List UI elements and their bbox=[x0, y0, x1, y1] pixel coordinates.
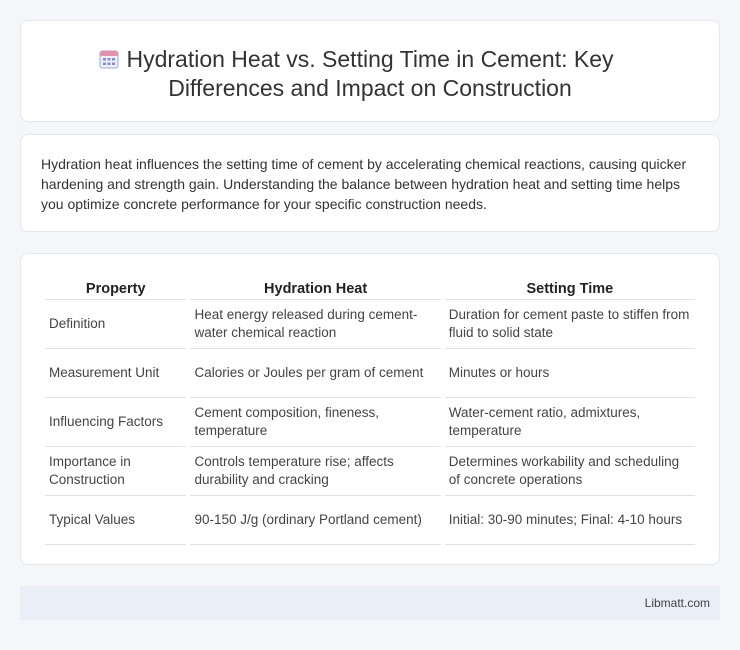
column-header-hydration-heat: Hydration Heat bbox=[190, 274, 440, 300]
cell-hydration-heat: Cement composition, fineness, temperature bbox=[190, 398, 440, 447]
cell-hydration-heat: Controls temperature rise; affects durability and cracking bbox=[190, 447, 440, 496]
cell-property: Measurement Unit bbox=[45, 349, 186, 398]
cell-setting-time: Duration for cement paste to stiffen from fluid to solid state bbox=[445, 300, 695, 349]
cell-hydration-heat: Calories or Joules per gram of cement bbox=[190, 349, 440, 398]
table-row bbox=[45, 300, 695, 349]
title-card bbox=[20, 20, 720, 122]
footer bbox=[20, 586, 720, 620]
cell-setting-time: Initial: 30-90 minutes; Final: 4-10 hours bbox=[445, 496, 695, 545]
page-title bbox=[21, 45, 719, 103]
table-row bbox=[45, 447, 695, 496]
column-header-setting-time: Setting Time bbox=[445, 274, 695, 300]
cell-property: Typical Values bbox=[45, 496, 186, 545]
table-row bbox=[45, 349, 695, 398]
table-row bbox=[45, 496, 695, 545]
footer-brand-link[interactable]: Libmatt.com bbox=[644, 596, 710, 610]
cell-setting-time: Water-cement ratio, admixtures, temperature bbox=[445, 398, 695, 447]
cell-setting-time: Minutes or hours bbox=[445, 349, 695, 398]
intro-paragraph: Hydration heat influences the setting time of cement by accelerating chemical reactions, causing quicker hardening and strength gain. Understanding the balance between hydration heat and setting time helps you optimize concrete performance for your specific construction needs. bbox=[41, 156, 687, 212]
cell-setting-time: Determines workability and scheduling of concrete operations bbox=[445, 447, 695, 496]
cell-hydration-heat: Heat energy released during cement-water chemical reaction bbox=[190, 300, 440, 349]
intro-card bbox=[20, 134, 720, 232]
table-header-row bbox=[45, 274, 695, 300]
page-title-line-1: Hydration Heat vs. Setting Time in Cement: Key bbox=[126, 46, 614, 72]
page-title-line-2: Differences and Impact on Construction bbox=[168, 75, 572, 101]
comparison-card bbox=[20, 253, 720, 565]
cell-property: Importance in Construction bbox=[45, 447, 186, 496]
cell-property: Influencing Factors bbox=[45, 398, 186, 447]
column-header-property: Property bbox=[45, 274, 186, 300]
comparison-table bbox=[41, 274, 699, 545]
cell-property: Definition bbox=[45, 300, 186, 349]
cell-hydration-heat: 90-150 J/g (ordinary Portland cement) bbox=[190, 496, 440, 545]
table-row bbox=[45, 398, 695, 447]
